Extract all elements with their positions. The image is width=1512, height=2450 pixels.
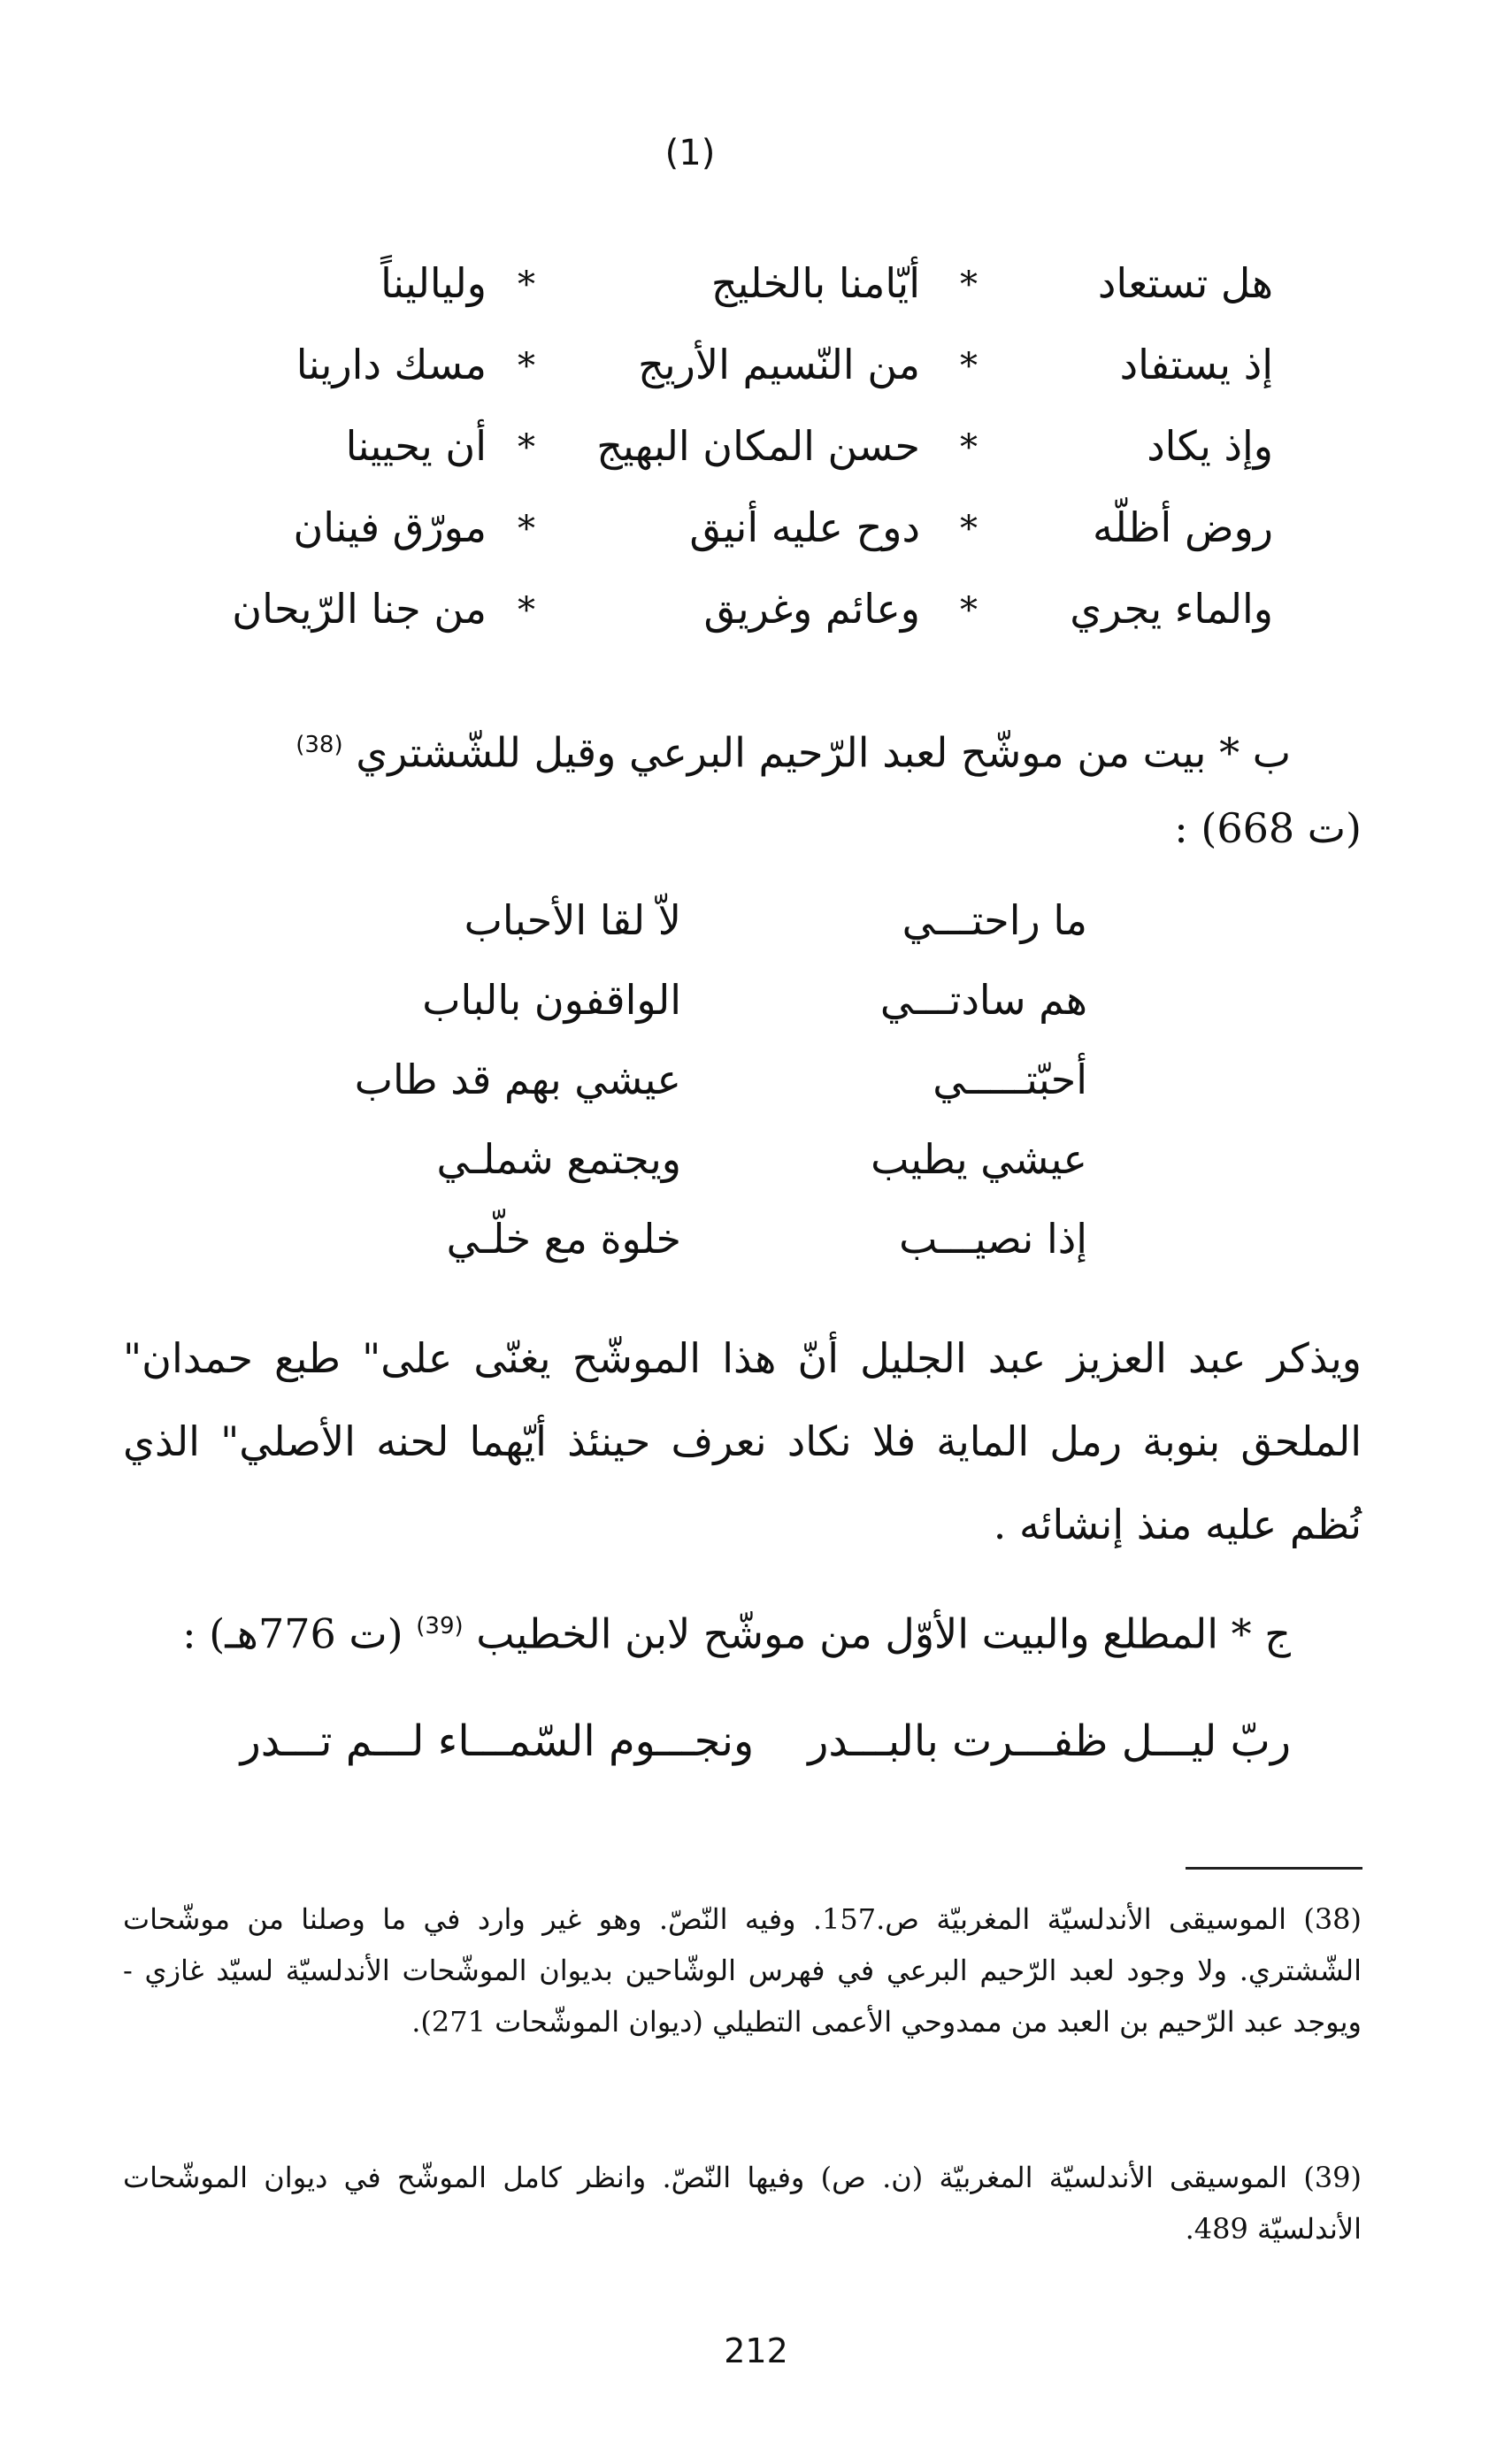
- footnote-38: (38) الموسيقى الأندلسيّة المغربيّة ص.157. وفيه النّصّ. وهو غير وارد في ما وصلنا من موشّحات الشّشتري. ولا وجود لعبد الرّحيم البرعي في فهرس الوشّاحين بديوان الموشّحات الأندلسيّة لسيّد غازي - ويوجد عبد الرّحيم بن العبد من ممدوحي الأعمى التطيلي (ديوان الموشّحات 271).: [123, 1902, 1362, 2039]
- verse-part-left: من جنا الرّيحان: [232, 585, 487, 633]
- verse-part-middle: أيّامنا بالخليج: [710, 259, 920, 307]
- section-number: (1): [664, 133, 716, 173]
- star-separator: *: [518, 427, 535, 468]
- verse-part-left: لاّ لقا الأحباب: [464, 896, 681, 944]
- verse-part-right: وإذ يكاد: [1147, 422, 1273, 470]
- star-separator: *: [960, 427, 978, 468]
- section-b-heading: [295, 718, 1291, 779]
- verse-part-middle: حسن المكان البهيج: [596, 422, 920, 470]
- footnote-ref-39: (39): [416, 1613, 464, 1640]
- verse-part-middle: وعائم وغريق: [703, 585, 920, 633]
- verse-part-left: عيشي بهم قد طاب: [354, 1056, 681, 1103]
- footnote-divider: [1186, 1867, 1362, 1870]
- verse-part-right: هل تستعاد: [1097, 259, 1273, 307]
- verse-part-right: إذا نصيـــب: [899, 1215, 1087, 1263]
- section-c-date: (ت 776هـ) :: [182, 1609, 403, 1658]
- page-number: 212: [724, 2331, 788, 2370]
- verse-part-right: ما راحتـــي: [902, 896, 1087, 944]
- verse-part-left: مورّق فينان: [293, 503, 487, 551]
- verse-part-right: إذ يستفاد: [1119, 341, 1273, 388]
- section-b-date: (ت 668) :: [1174, 804, 1362, 852]
- section-c-heading: [182, 1600, 1291, 1660]
- verse-part-right: روض أظلّه: [1093, 503, 1273, 551]
- body-paragraph: ويذكر عبد العزيز عبد الجليل أنّ هذا الموشّح يغنّى على" طبع حمدان" الملحق بنوبة رمل الماية فلا نكاد نعرف حينئذ أيّهما لحنه الأصلي" الذي نُظم عليه منذ إنشائه .: [123, 1334, 1362, 1548]
- section-b-text: ب * بيت من موشّح لعبد الرّحيم البرعي وقيل للشّشتري: [356, 728, 1291, 777]
- verse-part-right: والماء يجري: [1070, 585, 1273, 633]
- star-separator: *: [518, 346, 535, 387]
- section-c-text: ج * المطلع والبيت الأوّل من موشّح لابن الخطيب: [476, 1609, 1291, 1658]
- verse-part-left: مسك دارينا: [295, 341, 487, 388]
- star-separator: *: [960, 346, 978, 387]
- star-separator: *: [518, 509, 535, 549]
- verse-part-right: هم سادتـــي: [879, 976, 1087, 1024]
- star-separator: *: [960, 590, 978, 631]
- verse-part-left: ولياليناً: [380, 259, 487, 307]
- footnote-39: (39) الموسيقى الأندلسيّة المغربيّة (ن. ص) وفيها النّصّ. وانظر كامل الموشّح في ديوان الموشّحات الأندلسيّة 489.: [123, 2161, 1362, 2246]
- verse-c: ربّ ليـــل ظفـــرت بالبـــدر ونجـــوم السّمـــاء لـــم تـــدر: [240, 1717, 1291, 1766]
- star-separator: *: [518, 265, 535, 305]
- verse-part-middle: من النّسيم الأريج: [638, 341, 920, 388]
- verse-part-left: ويجتمع شملـي: [436, 1135, 681, 1183]
- footnote-ref-38: (38): [295, 732, 343, 758]
- verse-part-left: أن يحيينا: [345, 422, 487, 470]
- star-separator: *: [518, 590, 535, 631]
- verse-part-middle: دوح عليه أنيق: [689, 503, 920, 551]
- verse-part-left: خلوة مع خلّـي: [446, 1215, 681, 1263]
- star-separator: *: [960, 265, 978, 305]
- verse-part-right: عيشي يطيب: [871, 1135, 1087, 1183]
- verse-part-left: الواقفون بالباب: [422, 976, 681, 1024]
- star-separator: *: [960, 509, 978, 549]
- verse-part-right: أحبّتـــــي: [933, 1056, 1087, 1103]
